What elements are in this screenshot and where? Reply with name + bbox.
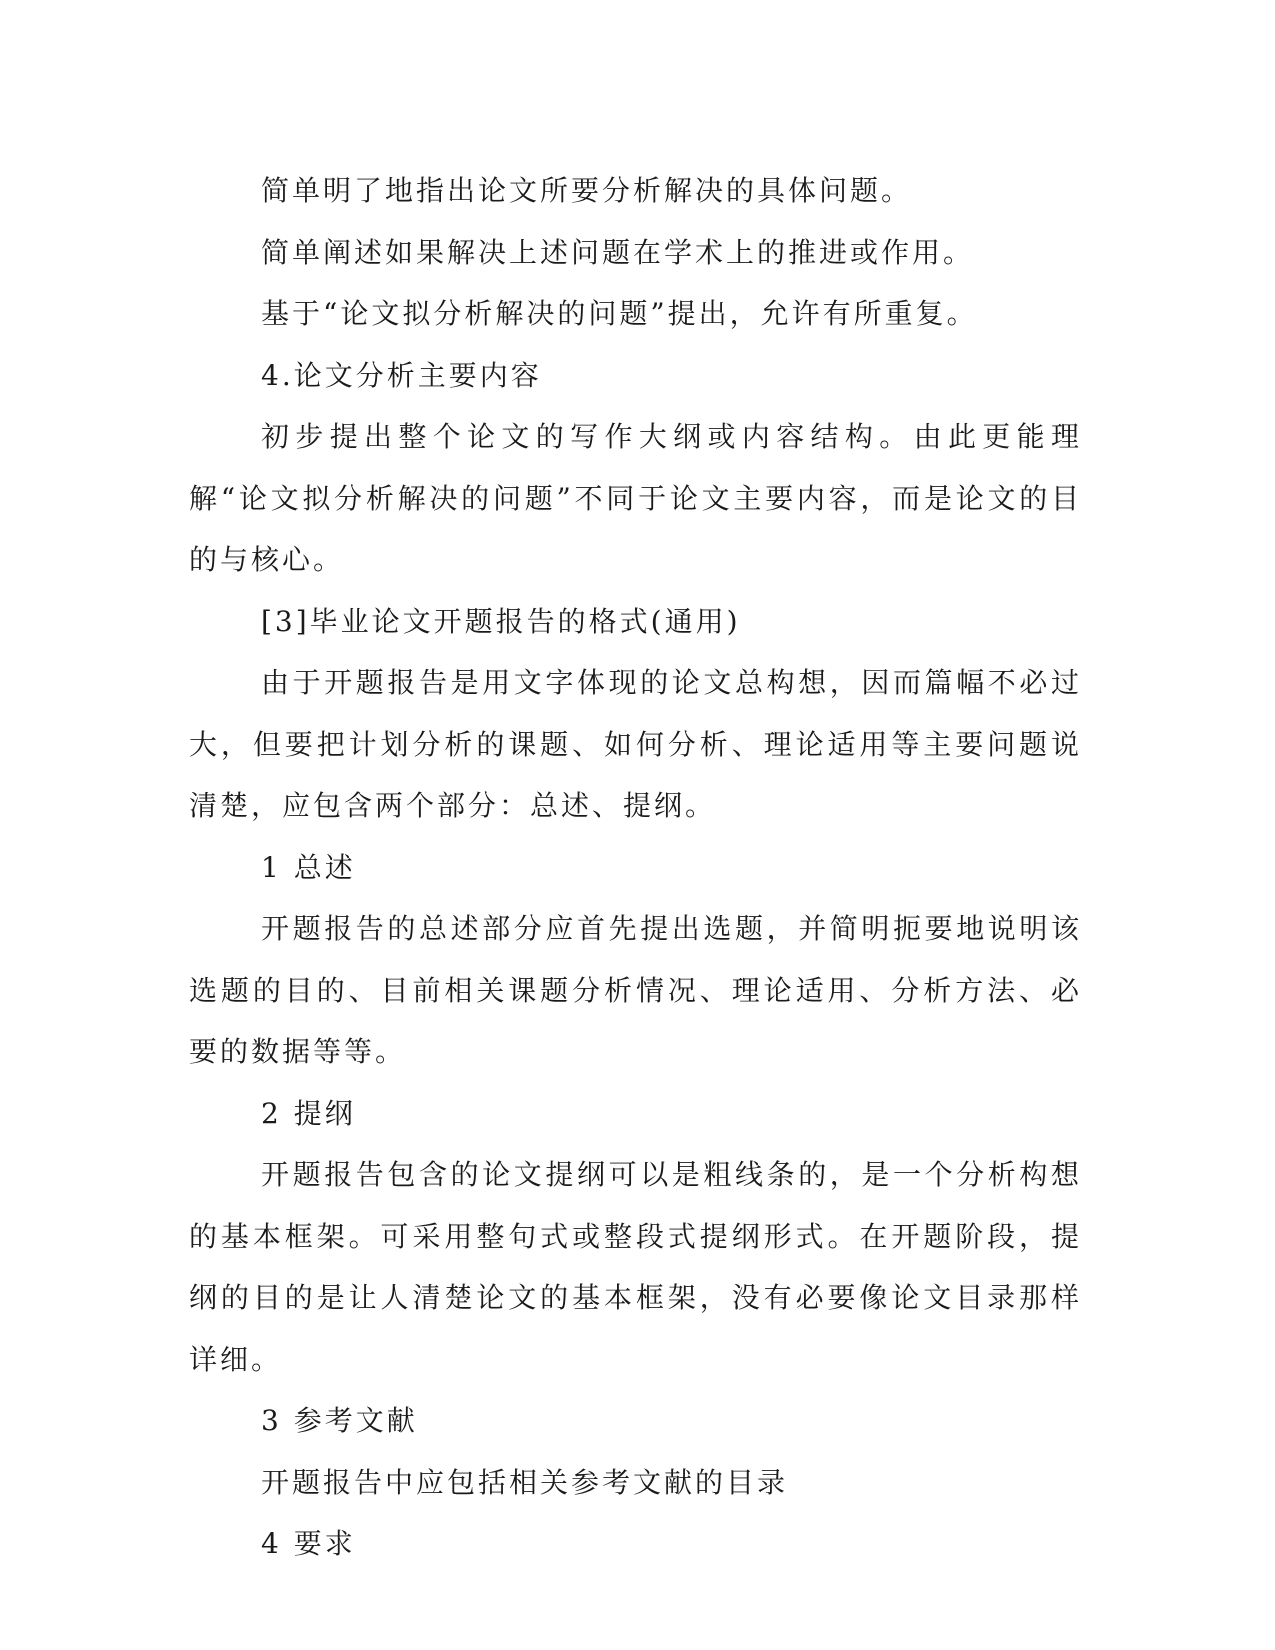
paragraph: 简单明了地指出论文所要分析解决的具体问题。 bbox=[261, 174, 913, 207]
section-heading: 4.论文分析主要内容 bbox=[261, 358, 542, 392]
section-heading: 2 提纲 bbox=[261, 1096, 356, 1130]
paragraph: 开题报告中应包括相关参考文献的目录 bbox=[261, 1465, 789, 1499]
section-heading: [3]毕业论文开题报告的格式(通用) bbox=[261, 604, 741, 638]
paragraph: 开题报告包含的论文提纲可以是粗线条的，是一个分析构想的基本框架。可采用整句式或整段式提纲形式。在开题阶段，提纲的目的是让人清楚论文的基本框架，没有必要像论文目录那样详细。 bbox=[189, 1158, 1082, 1376]
section-heading: 3 参考文献 bbox=[261, 1404, 418, 1437]
paragraph: 由于开题报告是用文字体现的论文总构想，因而篇幅不必过大，但要把计划分析的课题、如何分析、理论适用等主要问题说清楚，应包含两个部分：总述、提纲。 bbox=[189, 666, 1082, 822]
section-heading: 1 总述 bbox=[261, 850, 356, 884]
paragraph: 基于“论文拟分析解决的问题”提出，允许有所重复。 bbox=[261, 297, 978, 330]
paragraph: 开题报告的总述部分应首先提出选题，并简明扼要地说明该选题的目的、目前相关课题分析情况、理论适用、分析方法、必要的数据等等。 bbox=[189, 912, 1082, 1068]
paragraph: 初步提出整个论文的写作大纲或内容结构。由此更能理解“论文拟分析解决的问题”不同于论文主要内容，而是论文的目的与核心。 bbox=[189, 420, 1082, 576]
paragraph: 简单阐述如果解决上述问题在学术上的推进或作用。 bbox=[261, 235, 975, 269]
document-body bbox=[189, 160, 1082, 1575]
section-heading: 4 要求 bbox=[261, 1527, 356, 1560]
